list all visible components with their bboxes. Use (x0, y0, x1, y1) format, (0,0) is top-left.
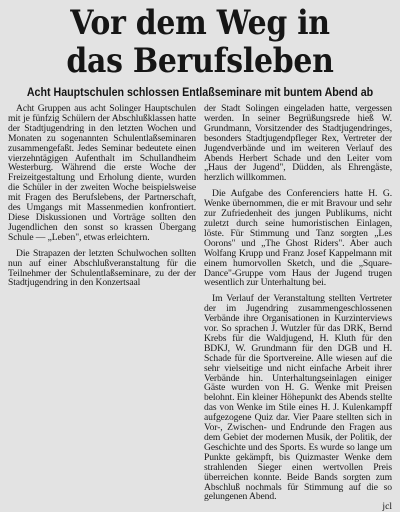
paragraph: Im Verlauf der Veranstaltung stellten Vertreter der im Jugendring zusammengeschlossenen Verbände ihre Organisationen in Kurzinterviews vor. So sprachen J. Wutzler für das DRK, Bernd Krebs für die Waldjugend, H. Kluth für den BDKJ, W. Grundmann für den DGB und H. Schade für die Sportvereine. Alle wiesen auf die sehr vielseitige und nicht einfache Arbeit ihrer Verbände hin. Unterhaltungseinlagen einiger Gäste wurden von H. G. Wenke mit Preisen belohnt. Ein kleiner Höhepunkt des Abends stellte das von Wenke im Stile eines H. J. Kulenkampff aufgezogene Quiz dar. Vier Paare stellten sich in Vor-, Zwischen- und Endrunde den Fragen aus dem Gebiet der modernen Musik, der Politik, der Geschichte und des Sports. Es wurde so lange um Punkte gekämpft, bis Quizmaster Wenke dem strahlenden Sieger einen wertvollen Preis überreichen konnte. Beide Bands sorgten zum Abschluß nochmals für Stimmung auf die so gelungenen Abend. (204, 293, 392, 503)
headline-line-1: Vor dem Weg in (70, 3, 330, 43)
paragraph: der Stadt Solingen eingeladen hatte, vergessen werden. In seiner Begrüßungsrede hieß W. Grundmann, Vorsitzender des Stadtjugendringes, besonders Stadtjugendpfleger Rex, Vertreter der Jugendverbände und im weiteren Verlauf des Abends Herbert Schade und den Leiter vom „Haus der Jugend", Düdden, als Ehrengäste, herzlich willkommen. (204, 103, 392, 184)
article-body (8, 104, 392, 512)
subheadline: Acht Hauptschulen schlossen Entlaßseminare mit buntem Abend ab (26, 86, 374, 99)
author-signature: jcl (382, 501, 392, 512)
paragraph: Acht Gruppen aus acht Solinger Hauptschulen mit je fünfzig Schülern der Abschlußklassen hatte der Stadtjugendring in den letzten Wochen und Monaten zu sogenannten Schulentlaßseminaren zusammengefaßt. Jedes Seminar bedeutete einen vierzehntägigen Aufenthalt im Schullandheim Westerburg. Während die erste Woche der Freizeitgestaltung und Erholung diente, wurden die Schüler in der zweiten Woche beispielsweise mit Fragen des Berufslebens, der Partnerschaft, des Umgangs mit Massenmedien konfrontiert. Diese Diskussionen und Vorträge sollten den Jugendlichen den sonst so krassen Übergang Schule — „Leben", etwas erleichtern. (8, 103, 196, 243)
right-column (204, 104, 392, 512)
paragraph: Die Aufgabe des Conferenciers hatte H. G. Wenke übernommen, die er mit Bravour und sehr zur Zufriedenheit des jungen Publikums, nicht zuletzt durch seine humoristischen Einlagen, löste. Für Stimmung und Tanz sorgten „Les Oorons" und „The Ghost Riders". Aber auch Wolfang Krupp und Franz Josef Kappelmann mit einem humorvollen Sketch, und die „Square-Dance"-Gruppe vom Haus der Jugend trugen wesentlich zur Unterhaltung bei. (204, 188, 392, 289)
headline (31, 4, 369, 80)
headline-line-2: das Berufsleben (66, 41, 334, 81)
paragraph: Die Strapazen der letzten Schulwochen sollten nun auf einer Abschlußveranstaltung für die Teilnehmer der Schulentlaßseminare, zu der der Stadtjugendring in den Konzertsaal (8, 247, 196, 289)
left-column (8, 104, 196, 512)
